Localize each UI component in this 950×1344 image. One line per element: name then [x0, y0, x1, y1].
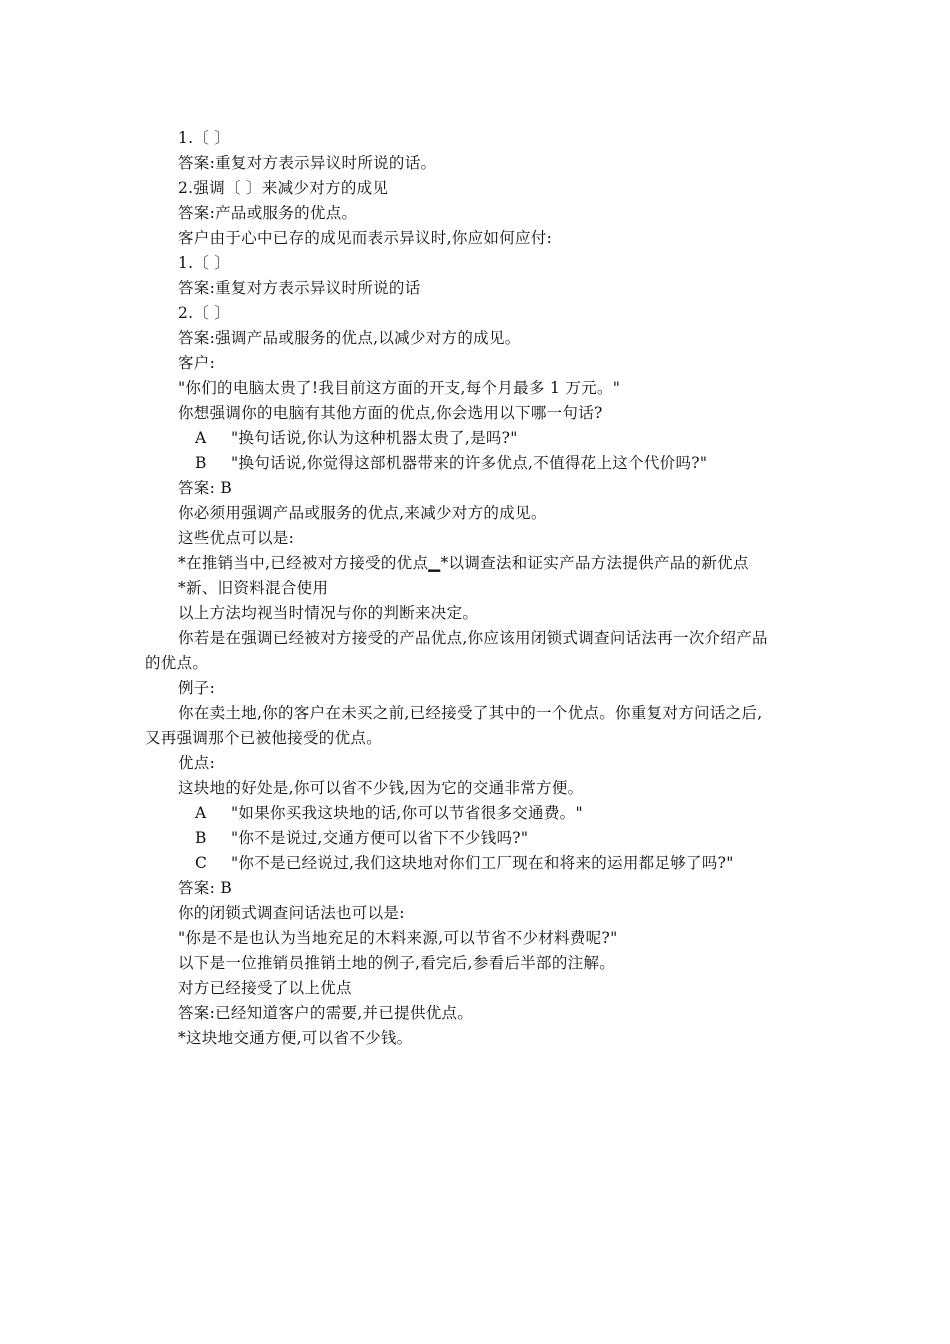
paragraph-text: 对方已经接受了以上优点: [178, 979, 352, 997]
answer-text: 答案:重复对方表示异议时所说的话。: [178, 154, 437, 172]
example-heading: 例子:: [178, 679, 216, 697]
paragraph-text: 以上方法均视当时情况与你的判断来决定。: [178, 604, 479, 622]
bullet-item: *这块地交通方便,可以省不少钱。: [178, 1029, 413, 1047]
question-2-blank: 2.〔 〕: [178, 304, 231, 322]
answer-text: 答案:已经知道客户的需要,并已提供优点。: [178, 1004, 474, 1022]
question-text: 你想强调你的电脑有其他方面的优点,你会选用以下哪一句话?: [178, 404, 603, 422]
option-label: B: [195, 454, 207, 472]
answer-text: 答案:强调产品或服务的优点,以减少对方的成见。: [178, 329, 521, 347]
bullet-item: *新、旧资料混合使用: [178, 579, 329, 597]
paragraph-text: 你若是在强调已经被对方接受的产品优点,你应该用闭锁式调查问话法再一次介绍产品: [178, 629, 768, 647]
option-label: C: [195, 854, 208, 872]
answer-text: 答案: B: [178, 879, 233, 897]
paragraph-continuation: 又再强调那个已被他接受的优点。: [145, 729, 383, 747]
choice-option-b: [195, 828, 528, 848]
option-text: "换句话说,你认为这种机器太贵了,是吗?": [231, 429, 518, 447]
paragraph-text: 以下是一位推销员推销土地的例子,看完后,参看后半部的注解。: [178, 954, 616, 972]
question-1-blank: 1.〔 〕: [178, 129, 231, 147]
paragraph-text: 你的闭锁式调查问话法也可以是:: [178, 904, 405, 922]
quote-text: "你是不是也认为当地充足的木料来源,可以节省不少材料费呢?": [178, 929, 618, 947]
question-2-blank: 2.强调〔 〕来减少对方的成见: [178, 179, 389, 197]
paragraph-text: 这些优点可以是:: [178, 529, 295, 547]
answer-text: 答案:重复对方表示异议时所说的话: [178, 279, 421, 297]
paragraph-text: 客户由于心中已存的成见而表示异议时,你应如何应付:: [178, 229, 553, 247]
option-label: B: [195, 829, 207, 847]
paragraph-text: 你在卖土地,你的客户在未买之前,已经接受了其中的一个优点。你重复对方问话之后,: [178, 704, 763, 722]
option-text: "换句话说,你觉得这部机器带来的许多优点,不值得花上这个代价吗?": [231, 454, 708, 472]
option-text: "你不是已经说过,我们这块地对你们工厂现在和将来的运用都足够了吗?": [231, 854, 734, 872]
paragraph-text: 你必须用强调产品或服务的优点,来减少对方的成见。: [178, 504, 547, 522]
speaker-label: 客户:: [178, 354, 216, 372]
choice-option-a: [195, 428, 518, 448]
option-label: A: [195, 804, 207, 822]
customer-quote: "你们的电脑太贵了!我目前这方面的开支,每个月最多 1 万元。": [178, 379, 621, 397]
bullet-item: *在推销当中,已经被对方接受的优点▁*以调查法和证实产品方法提供产品的新优点: [178, 554, 749, 572]
answer-text: 答案: B: [178, 479, 233, 497]
option-text: "你不是说过,交通方便可以省下不少钱吗?": [231, 829, 529, 847]
paragraph-text: 这块地的好处是,你可以省不少钱,因为它的交通非常方便。: [178, 779, 584, 797]
choice-option-c: [195, 853, 734, 873]
option-text: "如果你买我这块地的话,你可以节省很多交通费。": [231, 804, 583, 822]
choice-option-a: [195, 803, 583, 823]
section-label: 优点:: [178, 754, 216, 772]
question-1-blank: 1.〔 〕: [178, 254, 231, 272]
option-label: A: [195, 429, 207, 447]
choice-option-b: [195, 453, 707, 473]
answer-text: 答案:产品或服务的优点。: [178, 204, 358, 222]
paragraph-continuation: 的优点。: [145, 654, 209, 672]
